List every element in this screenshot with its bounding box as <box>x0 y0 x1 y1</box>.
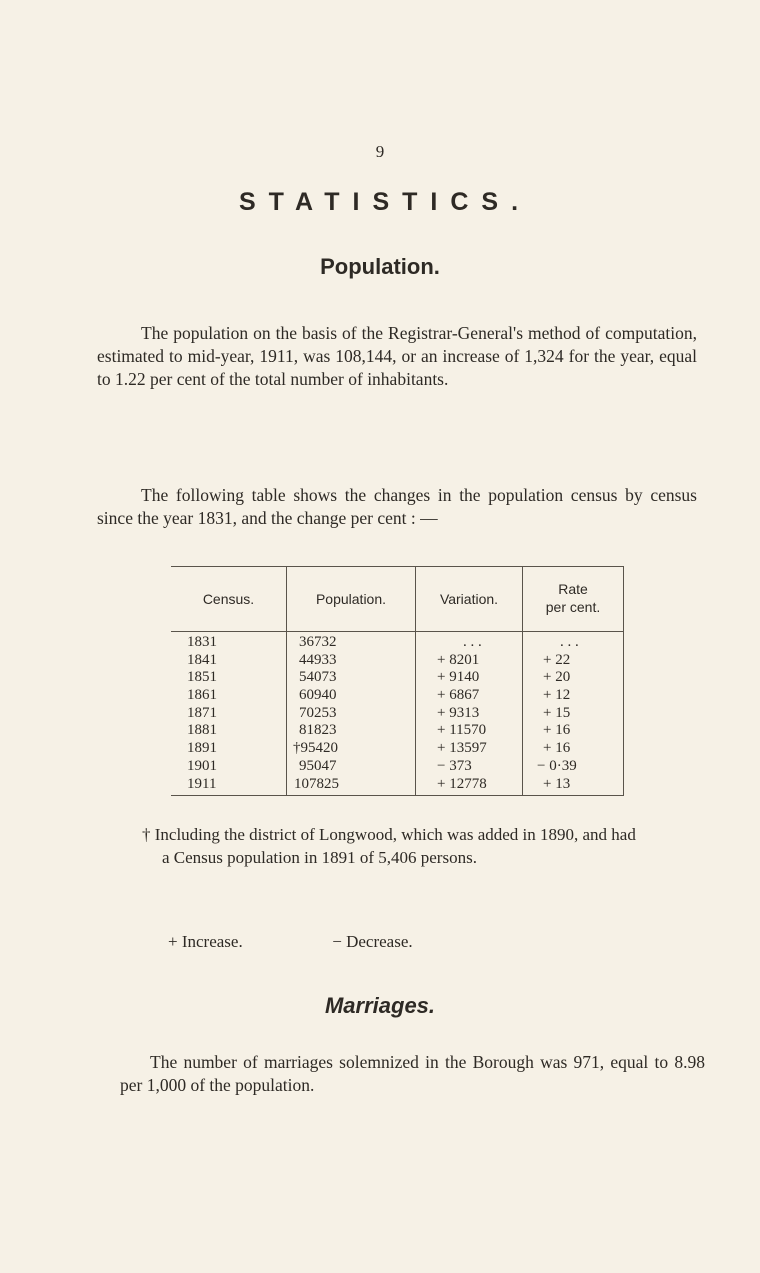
cell-population: 81823 <box>299 722 337 739</box>
cell-year: 1881 <box>187 722 217 739</box>
cell-variation: . . . <box>463 634 482 650</box>
cell-year: 1861 <box>187 687 217 704</box>
population-heading: Population. <box>320 254 440 279</box>
table-row <box>171 652 623 670</box>
footnote-text <box>142 823 642 869</box>
table-row <box>171 669 623 687</box>
cell-population: 107825 <box>294 775 339 792</box>
cell-rate: + 16 <box>543 740 571 757</box>
table-row <box>171 758 623 776</box>
cell-variation: + 13597 <box>437 740 487 757</box>
cell-population: 70253 <box>299 704 337 721</box>
cell-rate: + 12 <box>543 687 571 704</box>
cell-year: 1851 <box>187 669 217 686</box>
table-row <box>171 776 623 794</box>
cell-population: 36732 <box>299 634 337 650</box>
table-row <box>171 722 623 740</box>
header-census: Census. <box>202 591 255 607</box>
cell-rate: − 0·39 <box>537 757 577 774</box>
cell-year: 1831 <box>187 634 217 650</box>
legend <box>168 932 413 952</box>
cell-variation: + 12778 <box>437 775 487 792</box>
marriages-heading: Marriages. <box>324 993 436 1018</box>
header-population: Population. <box>315 591 387 607</box>
table-row <box>171 705 623 723</box>
cell-variation: + 8201 <box>437 651 480 668</box>
cell-rate: . . . <box>560 634 579 650</box>
cell-population: 54073 <box>299 669 337 686</box>
cell-year: 1911 <box>187 775 217 792</box>
legend-decrease: − Decrease. <box>332 932 413 951</box>
table-row <box>171 687 623 705</box>
cell-population: †95420 <box>293 740 338 757</box>
cell-population: 60940 <box>299 687 337 704</box>
cell-variation: + 11570 <box>437 722 487 739</box>
footnote <box>142 823 642 869</box>
cell-rate: + 15 <box>543 704 571 721</box>
cell-variation: + 9313 <box>437 704 480 721</box>
table-intro-paragraph: The following table shows the changes in the population census by census since the year 1831, and the change per cent : — <box>97 485 697 528</box>
cell-year: 1841 <box>187 651 217 668</box>
table-row <box>171 634 623 652</box>
header-divider <box>171 631 623 632</box>
marriages-paragraph: The number of marriages solemnized in the Borough was 971, equal to 8.98 per 1,000 of the population. <box>120 1052 705 1095</box>
cell-year: 1901 <box>187 757 217 774</box>
legend-increase: + Increase. <box>168 932 243 951</box>
cell-variation: + 9140 <box>437 669 480 686</box>
footnote-content: † Including the district of Longwood, which was added in 1890, and had a Census population in 1891 of 5,406 persons. <box>142 825 636 867</box>
header-rate-line2: per cent. <box>545 599 601 615</box>
header-rate <box>523 580 623 616</box>
page-title: STATISTICS. <box>238 188 532 216</box>
cell-population: 44933 <box>299 651 337 668</box>
census-table <box>171 566 624 796</box>
cell-year: 1891 <box>187 740 217 757</box>
cell-rate: + 13 <box>543 775 571 792</box>
page-number: 9 <box>375 142 385 161</box>
population-paragraph: The population on the basis of the Registrar-General's method of computation, estimated to mid-year, 1911, was 108,144, or an increase of 1,324 for the year, equal to 1.22 per cent of the total number of inhabitants. <box>97 323 697 389</box>
table-row <box>171 740 623 758</box>
header-variation: Variation. <box>439 591 499 607</box>
cell-variation: − 373 <box>437 757 472 774</box>
cell-variation: + 6867 <box>437 687 480 704</box>
table-body <box>171 634 623 793</box>
cell-rate: + 16 <box>543 722 571 739</box>
cell-rate: + 22 <box>543 651 571 668</box>
header-rate-line1: Rate <box>558 581 588 597</box>
cell-year: 1871 <box>187 704 217 721</box>
cell-population: 95047 <box>299 757 337 774</box>
cell-rate: + 20 <box>543 669 571 686</box>
